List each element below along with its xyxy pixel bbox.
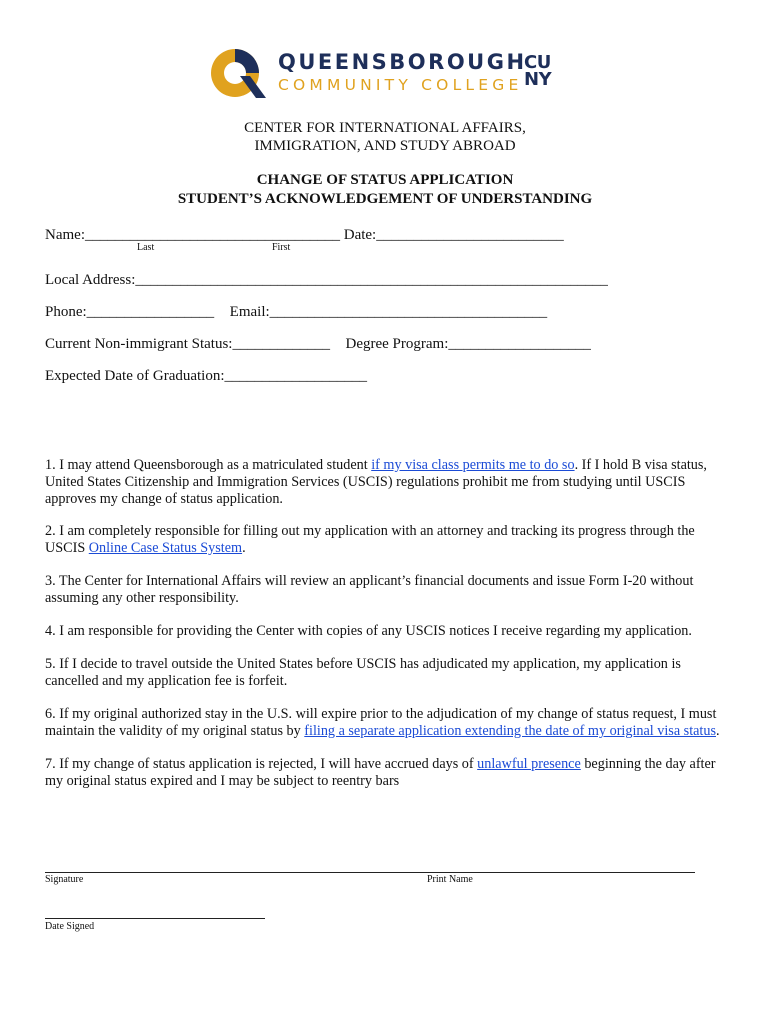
name-field-row	[45, 227, 564, 244]
email-field[interactable]: Email:_____________________________________	[229, 304, 548, 320]
statement-2-text-cont: .	[242, 540, 246, 556]
statement-5: 5. If I decide to travel outside the United States before USCIS has adjudicated my application, my application is cancelled and my application fee is forfeit.	[45, 656, 681, 689]
extension-application-link[interactable]: filing a separate application extending the date of my original visa status	[304, 723, 716, 739]
department-line1: CENTER FOR INTERNATIONAL AFFAIRS,	[244, 120, 526, 136]
signature-line[interactable]	[45, 872, 695, 873]
cuny-logo-line1: CU	[524, 52, 551, 73]
cuny-logo-line2: NY	[524, 69, 552, 90]
statement-4: 4. I am responsible for providing the Center with copies of any USCIS notices I receive regarding my application.	[45, 623, 692, 639]
department-line2: IMMIGRATION, AND STUDY ABROAD	[254, 138, 516, 154]
statement-7-text-cont: beginning the day after my original status expired and I may be subject to reentry bars	[45, 756, 716, 789]
logo-name-line2: COMMUNITY COLLEGE	[278, 76, 523, 94]
cuny-logo	[524, 54, 551, 88]
statement-7-text: 7. If my change of status application is rejected, I will have accrued days of	[45, 756, 478, 772]
document-title: CHANGE OF STATUS APPLICATION	[256, 172, 514, 188]
statement-3: 3. The Center for International Affairs will review an applicant’s financial documents and issue Form I-20 without assuming any other responsibility.	[45, 573, 694, 606]
statement-2-text: 2. I am completely responsible for filling out my application with an attorney and tracking its progress through the USCIS	[45, 523, 695, 556]
date-field[interactable]: Date:_________________________	[343, 227, 564, 243]
document-subtitle: STUDENT’S ACKNOWLEDGEMENT OF UNDERSTANDING	[177, 191, 593, 207]
phone-email-row	[45, 304, 547, 321]
logo-name-line1: QUEENSBOROUGH	[278, 50, 527, 74]
degree-program-field[interactable]: Degree Program:___________________	[345, 336, 591, 352]
graduation-date-field[interactable]: Expected Date of Graduation:___________________	[45, 368, 368, 384]
signature-label: Signature	[45, 874, 84, 885]
statement-1	[45, 457, 735, 508]
statement-7	[45, 756, 735, 790]
statement-6-text: 6. If my original authorized stay in the U.S. will expire prior to the adjudication of my change of status request, I must maintain the validity of my original status by	[45, 706, 717, 739]
statement-6	[45, 706, 735, 740]
print-name-label: Print Name	[427, 874, 473, 885]
statement-1-text: 1. I may attend Queensborough as a matriculated student	[45, 457, 372, 473]
unlawful-presence-link[interactable]: unlawful presence	[477, 756, 581, 772]
last-name-hint: Last	[137, 242, 155, 253]
visa-class-link[interactable]: if my visa class permits me to do so	[371, 457, 575, 473]
first-name-hint: First	[272, 242, 291, 253]
status-degree-row	[45, 336, 591, 353]
date-signed-line[interactable]	[45, 918, 265, 919]
status-field[interactable]: Current Non-immigrant Status:_____________	[45, 336, 330, 352]
college-logo	[210, 44, 560, 100]
phone-field[interactable]: Phone:_________________	[45, 304, 215, 320]
case-status-link[interactable]: Online Case Status System	[88, 540, 243, 556]
qcc-logo-mark-icon	[210, 46, 268, 100]
date-signed-label: Date Signed	[45, 921, 95, 932]
statement-1-text-cont: . If I hold B visa status, United States Citizenship and Immigration Services (USCIS) regulations prohibit me from studying until USCIS approves my change of status application.	[45, 457, 707, 507]
name-field[interactable]: Name:__________________________________	[45, 227, 340, 243]
statement-6-text-cont: .	[716, 723, 720, 739]
local-address-field[interactable]: Local Address:_______________________________________________________________	[45, 272, 608, 288]
statement-2	[45, 523, 735, 557]
